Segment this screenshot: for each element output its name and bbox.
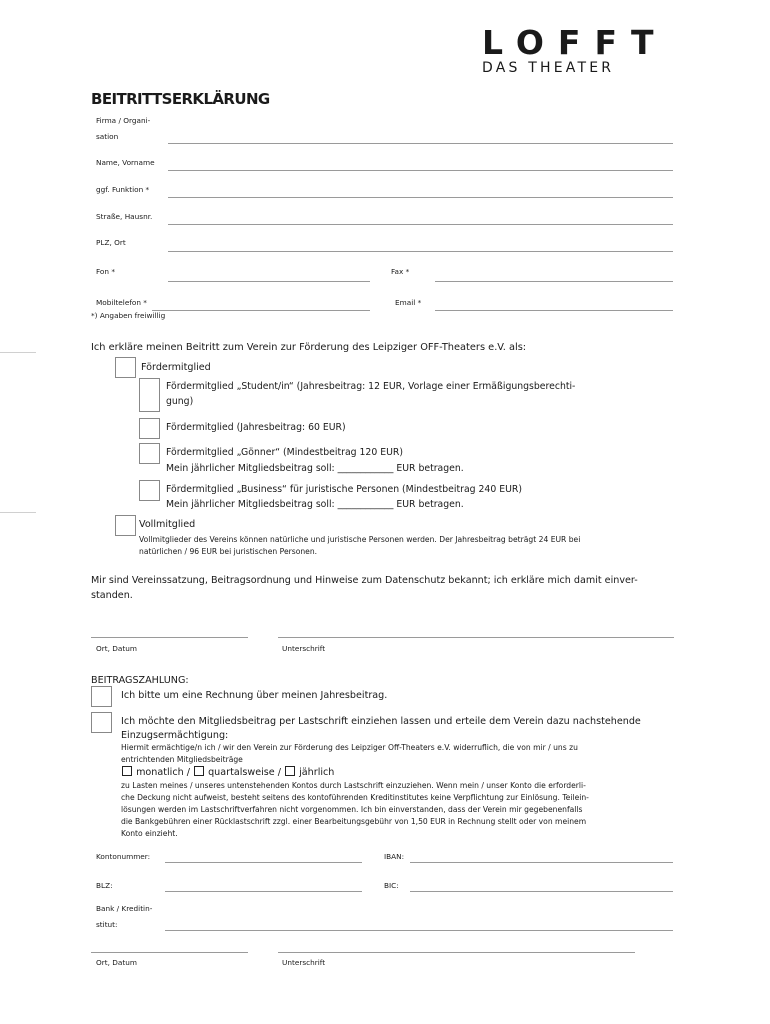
- lofft-logo: LOFFT: [482, 23, 668, 62]
- unterschrift-field-1[interactable]: [278, 637, 674, 638]
- student-label-line2: gung): [166, 396, 194, 407]
- blz-label: BLZ:: [96, 881, 113, 890]
- debit-label-line2: Einzugsermächtigung:: [121, 730, 229, 741]
- yearly-label: jährlich: [299, 767, 335, 778]
- logo-subtitle: DAS THEATER: [482, 60, 615, 76]
- funktion-field[interactable]: [168, 197, 673, 198]
- legal-text-line1: zu Lasten meines / unseres untenstehenden Kontos durch Lastschrift einzuziehen. Wenn mein / unser Konto die erforderli-: [121, 781, 586, 790]
- vollmitglied-checkbox[interactable]: [115, 515, 136, 536]
- email-label: Email *: [395, 298, 422, 307]
- mobil-field[interactable]: [152, 310, 370, 311]
- vollmitglied-note-line1: Vollmitglieder des Vereins können natürliche und juristische Personen werden. Der Jahresbeitrag beträgt 24 EUR bei: [139, 535, 581, 544]
- fold-mark-bottom: [0, 512, 36, 513]
- unterschrift-label-2: Unterschrift: [282, 958, 326, 967]
- quarterly-label: quartalsweise /: [208, 767, 281, 778]
- consent-line1: Mir sind Vereinssatzung, Beitragsordnung und Hinweise zum Datenschutz bekannt; ich erkläre mich damit einver-: [91, 575, 638, 586]
- legal-text-line3: lösungen werden im Lastschriftverfahren nicht vorgenommen. Ich bin einverstanden, dass der Verein mir gegebenenfalls: [121, 805, 583, 814]
- plz-label: PLZ, Ort: [96, 238, 126, 247]
- strasse-field[interactable]: [168, 224, 673, 225]
- student-checkbox[interactable]: [139, 378, 160, 412]
- optional-note: *) Angaben freiwillig: [91, 311, 166, 320]
- ort-datum-label-2: Ort, Datum: [96, 958, 137, 967]
- iban-field[interactable]: [410, 862, 673, 863]
- standard-checkbox[interactable]: [139, 418, 160, 439]
- fax-field[interactable]: [435, 281, 673, 282]
- authorization-line2: entrichtenden Mitgliedsbeiträge: [121, 755, 243, 764]
- kontonummer-label: Kontonummer:: [96, 852, 151, 861]
- goenner-checkbox[interactable]: [139, 443, 160, 464]
- unterschrift-label-1: Unterschrift: [282, 644, 326, 653]
- firma-label-line2: sation: [96, 132, 119, 141]
- strasse-label: Straße, Hausnr.: [96, 212, 153, 221]
- standard-label: Fördermitglied (Jahresbeitrag: 60 EUR): [166, 422, 346, 433]
- ort-datum-field-2[interactable]: [91, 952, 248, 953]
- firma-label-line1: Firma / Organi-: [96, 116, 151, 125]
- fon-field[interactable]: [168, 281, 370, 282]
- ort-datum-field-1[interactable]: [91, 637, 248, 638]
- vollmitglied-note-line2: natürlichen / 96 EUR bei juristischen Personen.: [139, 547, 318, 556]
- blz-field[interactable]: [165, 891, 362, 892]
- name-label: Name, Vorname: [96, 158, 155, 167]
- debit-checkbox[interactable]: [91, 712, 112, 733]
- legal-text-line2: che Deckung nicht aufweist, besteht seitens des kontoführenden Kreditinstitutes keine Verpflichtung zur Einlösung. Teilein-: [121, 793, 589, 802]
- bank-label-line1: Bank / Kreditin-: [96, 904, 153, 913]
- goenner-label-line1: Fördermitglied „Gönner“ (Mindestbeitrag 120 EUR): [166, 447, 403, 458]
- fon-label: Fon *: [96, 267, 115, 276]
- quarterly-checkbox[interactable]: [194, 766, 204, 776]
- bank-field[interactable]: [165, 930, 673, 931]
- monthly-label: monatlich /: [136, 767, 190, 778]
- iban-label: IBAN:: [384, 852, 405, 861]
- bic-field[interactable]: [410, 891, 673, 892]
- business-label-line2: Mein jährlicher Mitgliedsbeitrag soll: ____________ EUR betragen.: [166, 499, 464, 510]
- vollmitglied-label: Vollmitglied: [139, 519, 196, 530]
- legal-text-line4: die Bankgebühren einer Rücklastschrift zzgl. einer Bearbeitungsgebühr von 1,50 EUR in Rechnung stellt oder von meinem: [121, 817, 587, 826]
- fold-mark-top: [0, 352, 36, 353]
- fax-label: Fax *: [391, 267, 410, 276]
- name-field[interactable]: [168, 170, 673, 171]
- funktion-label: ggf. Funktion *: [96, 185, 150, 194]
- authorization-line1: Hiermit ermächtige/n ich / wir den Verein zur Förderung des Leipziger Off-Theaters e.V. widerruflich, die von mir / uns zu: [121, 743, 578, 752]
- monthly-checkbox[interactable]: [122, 766, 132, 776]
- page-title: BEITRITTSERKLÄRUNG: [91, 90, 270, 108]
- consent-line2: standen.: [91, 590, 133, 601]
- legal-text-line5: Konto einzieht.: [121, 829, 178, 838]
- bank-label-line2: stitut:: [96, 920, 118, 929]
- frequency-options: [121, 765, 334, 780]
- business-label-line1: Fördermitglied „Business“ für juristische Personen (Mindestbeitrag 240 EUR): [166, 484, 522, 495]
- plz-field[interactable]: [168, 251, 673, 252]
- email-field[interactable]: [435, 310, 673, 311]
- student-label-line1: Fördermitglied „Student/in“ (Jahresbeitrag: 12 EUR, Vorlage einer Ermäßigungsberechti-: [166, 381, 576, 392]
- payment-heading: BEITRAGSZAHLUNG:: [91, 675, 189, 686]
- debit-label-line1: Ich möchte den Mitgliedsbeitrag per Lastschrift einziehen lassen und erteile dem Verein dazu nachstehende: [121, 716, 641, 727]
- business-checkbox[interactable]: [139, 480, 160, 501]
- firma-field[interactable]: [168, 143, 673, 144]
- yearly-checkbox[interactable]: [285, 766, 295, 776]
- invoice-checkbox[interactable]: [91, 686, 112, 707]
- foerdermitglied-checkbox[interactable]: [115, 357, 136, 378]
- goenner-label-line2: Mein jährlicher Mitgliedsbeitrag soll: ____________ EUR betragen.: [166, 463, 464, 474]
- ort-datum-label-1: Ort, Datum: [96, 644, 137, 653]
- invoice-label: Ich bitte um eine Rechnung über meinen Jahresbeitrag.: [121, 690, 388, 701]
- kontonummer-field[interactable]: [165, 862, 362, 863]
- unterschrift-field-2[interactable]: [278, 952, 635, 953]
- bic-label: BIC:: [384, 881, 399, 890]
- membership-intro: Ich erkläre meinen Beitritt zum Verein zur Förderung des Leipziger OFF-Theaters e.V. als:: [91, 342, 527, 353]
- mobil-label: Mobiltelefon *: [96, 298, 147, 307]
- foerdermitglied-label: Fördermitglied: [141, 362, 211, 373]
